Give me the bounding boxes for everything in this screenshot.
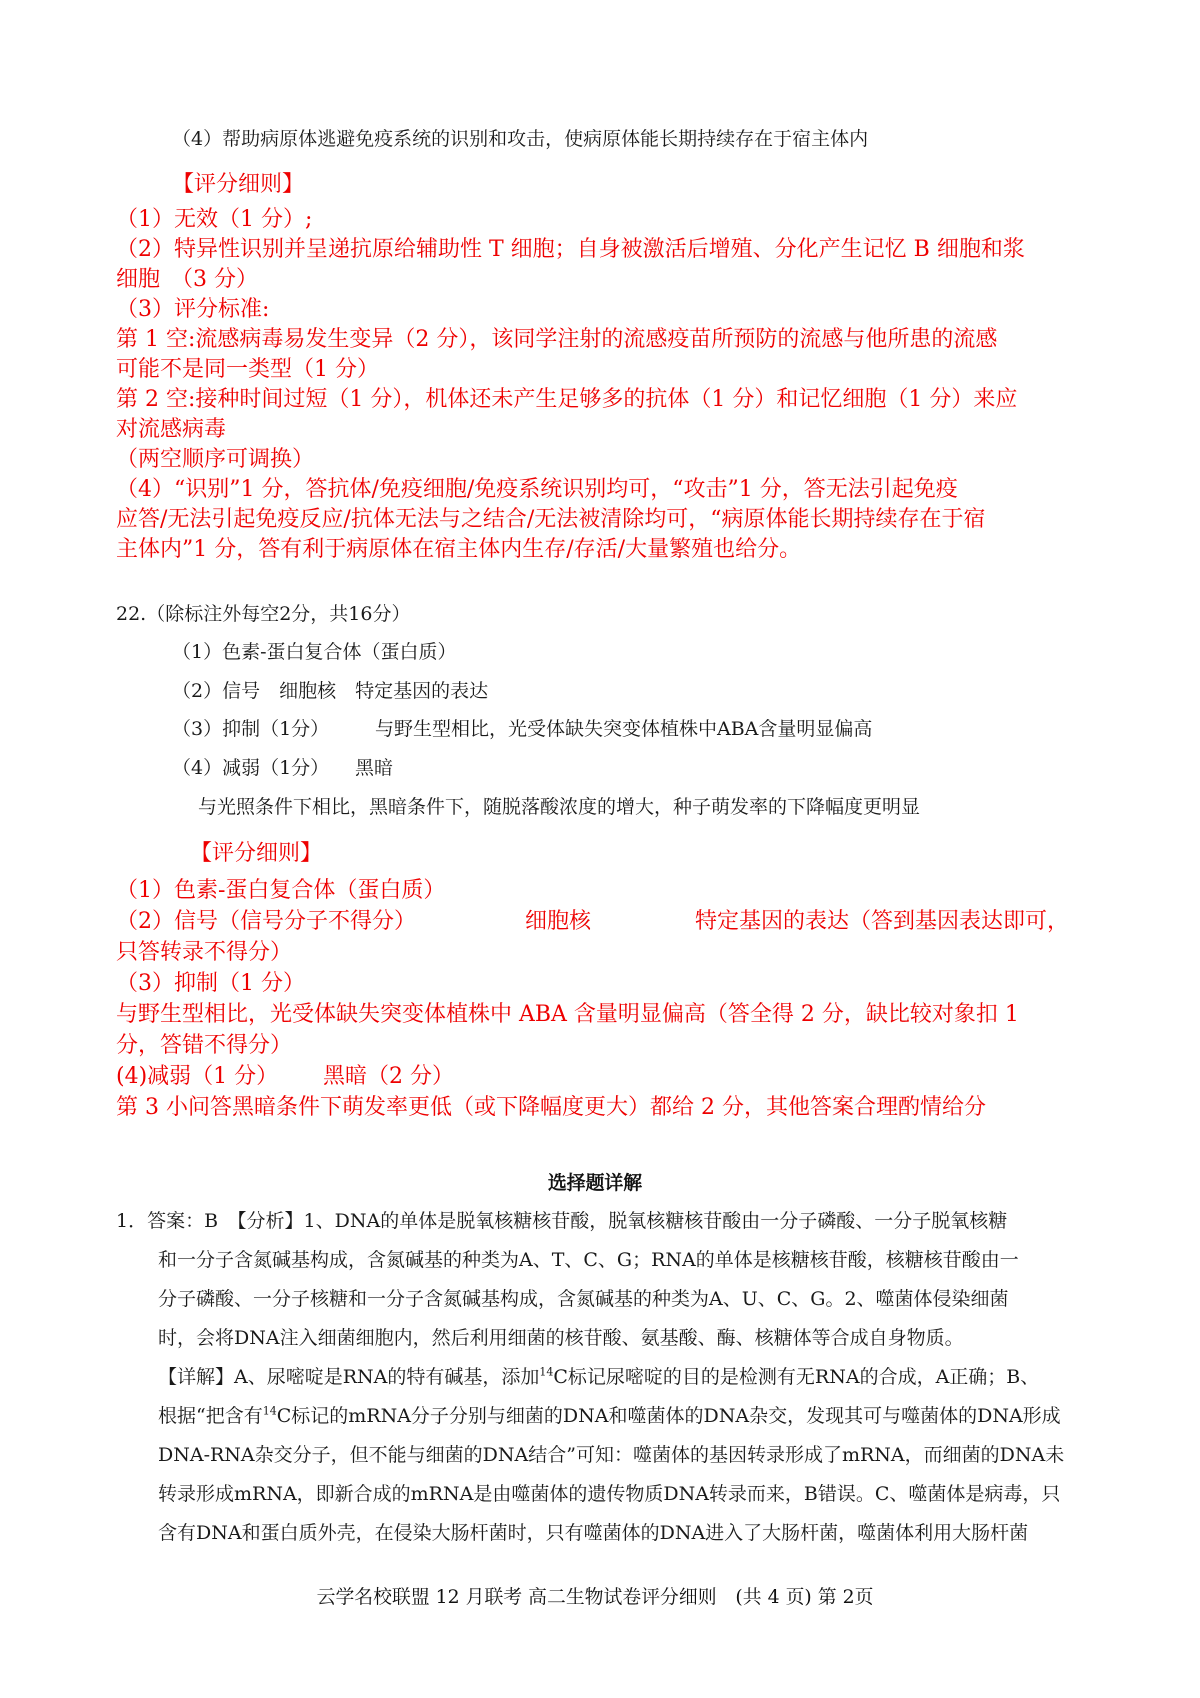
q21-answer-4: （4）帮助病原体逃避免疫系统的识别和攻击，使病原体能长期持续存在于宿主体内 — [172, 128, 869, 150]
q21-rubric-5b: 对流感病毒 — [116, 417, 227, 442]
q22-answer-4-part3: 与光照条件下相比，黑暗条件下，随脱落酸浓度的增大，种子萌发率的下降幅度更明显 — [198, 796, 921, 818]
q22-rubric-2-part3: 特定基因的表达（答到基因表达即可， — [695, 909, 1070, 934]
mc-paragraph-line: 和一分子含氮碱基构成，含氮碱基的种类为A、T、C、G；RNA的单体是核糖核苷酸，核糖核苷酸由一 — [158, 1249, 1019, 1271]
q22-rubric-2-part1: （2）信号（信号分子不得分） — [116, 909, 416, 934]
q22-heading: 22.（除标注外每空2分，共16分） — [116, 603, 411, 625]
q21-rubric-header: 【评分细则】 — [172, 172, 305, 197]
q21-rubric-5a: 第 2 空:接种时间过短（1 分），机体还未产生足够多的抗体（1 分）和记忆细胞（1 分）来应 — [116, 387, 1018, 412]
mc-paragraph-line: 含有DNA和蛋白质外壳，在侵染大肠杆菌时，只有噬菌体的DNA进入了大肠杆菌，噬菌体利用大肠杆菌 — [158, 1522, 1029, 1544]
superscript: 14 — [262, 1404, 277, 1418]
text-fragment: 【详解】A、尿嘧啶是RNA的特有碱基，添加 — [158, 1366, 540, 1388]
q21-rubric-7a: （4）“识别”1 分，答抗体/免疫细胞/免疫系统识别均可，“攻击”1 分，答无法引起免疫 — [116, 477, 958, 502]
q21-rubric-7c: 主体内”1 分，答有利于病原体在宿主体内生存/存活/大量繁殖也给分。 — [116, 537, 802, 562]
mc-paragraph-line — [158, 1401, 1061, 1428]
mc-paragraph-line: 1．答案：B 【分析】1、DNA的单体是脱氧核糖核苷酸，脱氧核糖核苷酸由一分子磷酸、一分子脱氧核糖 — [116, 1210, 1008, 1232]
q22-rubric-2b: 只答转录不得分） — [116, 940, 293, 965]
q21-rubric-2a: （2）特异性识别并呈递抗原给辅助性 T 细胞；自身被激活后增殖、分化产生记忆 B 细胞和浆 — [116, 237, 1025, 262]
mc-paragraph-line: DNA-RNA杂交分子，但不能与细菌的DNA结合”可知：噬菌体的基因转录形成了mRNA，而细菌的DNA未 — [158, 1444, 1065, 1466]
section-title: 选择题详解 — [547, 1172, 643, 1194]
text-fragment: C标记的mRNA分子分别与细菌的DNA和噬菌体的DNA杂交，发现其可与噬菌体的DNA形成 — [276, 1405, 1061, 1427]
q22-rubric-2-part2: 细胞核 — [525, 909, 592, 934]
q21-rubric-6: （两空顺序可调换） — [116, 447, 315, 472]
q22-rubric-3a: 与野生型相比，光受体缺失突变体植株中 ABA 含量明显偏高（答全得 2 分，缺比较对象扣 1 — [116, 1002, 1019, 1027]
q21-rubric-1: （1）无效（1 分）; — [116, 207, 313, 232]
mc-paragraph-line: 转录形成mRNA，即新合成的mRNA是由噬菌体的遗传物质DNA转录而来，B错误。C、噬菌体是病毒，只 — [158, 1483, 1061, 1505]
q22-rubric-5: 第 3 小问答黑暗条件下萌发率更低（或下降幅度更大）都给 2 分，其他答案合理酌情给分 — [116, 1095, 986, 1120]
q21-rubric-4b: 可能不是同一类型（1 分） — [116, 357, 379, 382]
q22-rubric-3b: 分，答错不得分） — [116, 1033, 293, 1058]
q22-rubric-4-part1: (4)减弱（1 分） — [116, 1064, 279, 1089]
q21-rubric-2b: 细胞 （3 分） — [116, 267, 258, 292]
q21-rubric-3: （3）评分标准: — [116, 297, 270, 322]
q21-rubric-7b: 应答/无法引起免疫反应/抗体无法与之结合/无法被清除均可，“病原体能长期持续存在于宿 — [116, 507, 986, 532]
q22-answer-3-part1: （3）抑制（1分） — [172, 718, 330, 740]
q22-answer-4-part2: 黑暗 — [355, 757, 394, 779]
q22-answer-4-part1: （4）减弱（1分） — [172, 757, 330, 779]
q22-answer-3-part2: 与野生型相比，光受体缺失突变体植株中ABA含量明显偏高 — [375, 718, 873, 740]
mc-paragraph-line — [158, 1362, 1039, 1389]
mc-paragraph-line: 时，会将DNA注入细菌细胞内，然后利用细菌的核苷酸、氨基酸、酶、核糖体等合成自身物质。 — [158, 1327, 964, 1349]
text-fragment: C标记尿嘧啶的目的是检测有无RNA的合成，A正确；B、 — [553, 1366, 1040, 1388]
q22-answer-1: （1）色素-蛋白复合体（蛋白质） — [172, 641, 457, 663]
q22-answer-2: （2）信号 细胞核 特定基因的表达 — [172, 680, 489, 702]
mc-paragraph-line: 分子磷酸、一分子核糖和一分子含氮碱基构成，含氮碱基的种类为A、U、C、G。2、噬菌体侵染细菌 — [158, 1288, 1009, 1310]
q22-rubric-4-part2: 黑暗（2 分） — [323, 1064, 454, 1089]
text-fragment: 根据“把含有 — [158, 1405, 263, 1427]
page-footer: 云学名校联盟 12 月联考 高二生物试卷评分细则 (共 4 页) 第 2页 — [316, 1586, 874, 1608]
q22-rubric-header: 【评分细则】 — [190, 841, 323, 866]
q22-rubric-3: （3）抑制（1 分） — [116, 971, 305, 996]
q21-rubric-4a: 第 1 空:流感病毒易发生变异（2 分），该同学注射的流感疫苗所预防的流感与他所患的流感 — [116, 327, 998, 352]
q22-rubric-1: （1）色素-蛋白复合体（蛋白质） — [116, 878, 446, 903]
superscript: 14 — [539, 1365, 554, 1379]
